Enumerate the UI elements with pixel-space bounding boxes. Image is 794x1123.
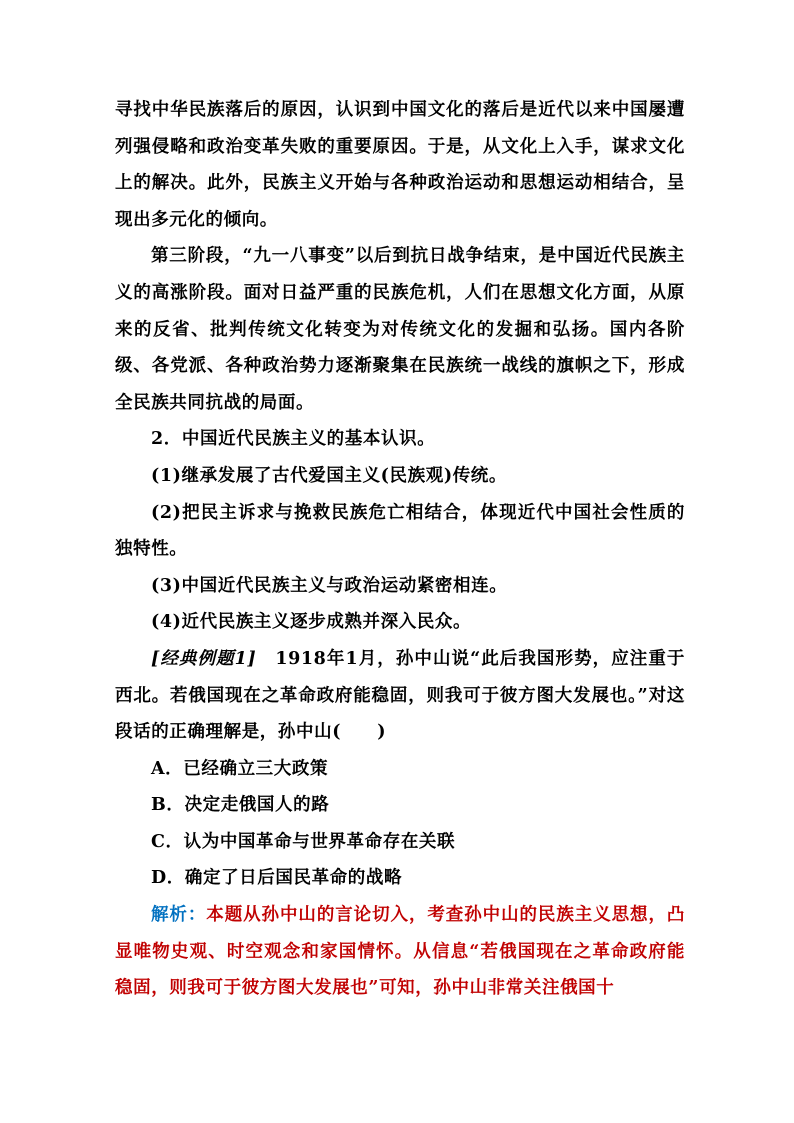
choice-d: D．确定了日后国民革命的战略	[151, 868, 403, 889]
choice-c: C．认为中国革命与世界革命存在关联	[151, 831, 456, 852]
analysis-label: 解析：	[151, 905, 207, 926]
point-4: (4)近代民族主义逐步成熟并深入民众。	[151, 612, 472, 633]
point-2: (2)把民主诉求与挽救民族危亡相结合，体现近代中国社会性质的独特性。	[115, 502, 685, 560]
paragraph-continued: 寻找中华民族落后的原因，认识到中国文化的落后是近代以来中国屡遭列强侵略和政治变革失败的重要原因。于是，从文化上入手，谋求文化上的解决。此外，民族主义开始与各种政治运动和思想运动相结合，呈现出多元化的倾向。	[115, 100, 685, 230]
point-3: (3)中国近代民族主义与政治运动紧密相连。	[151, 575, 508, 596]
example-label: [经典例题1]	[151, 648, 257, 669]
analysis-paragraph	[115, 897, 685, 1007]
example-question	[115, 641, 685, 751]
choice-b: B．决定走俄国人的路	[151, 795, 330, 816]
section-heading: 2．中国近代民族主义的基本认识。	[151, 429, 436, 450]
document-body	[115, 92, 685, 1007]
choice-a: A．已经确立三大政策	[151, 758, 329, 779]
analysis-text: 本题从孙中山的言论切入，考查孙中山的民族主义思想，凸显唯物史观、时空观念和家国情怀。从信息“若俄国现在之革命政府能稳固，则我可于彼方图大发展也”可知，孙中山非常关注俄国十	[115, 905, 685, 999]
point-1: (1)继承发展了古代爱国主义(民族观)传统。	[151, 465, 507, 486]
paragraph-third-stage: 第三阶段，“九一八事变”以后到抗日战争结束，是中国近代民族主义的高涨阶段。面对日益严重的民族危机，人们在思想文化方面，从原来的反省、批判传统文化转变为对传统文化的发掘和弘扬。国内各阶级、各党派、各种政治势力逐渐聚集在民族统一战线的旗帜之下，形成全民族共同抗战的局面。	[115, 246, 685, 413]
example-text: 1918年1月，孙中山说“此后我国形势，应注重于西北。若俄国现在之革命政府能稳固，则我可于彼方图大发展也。”对这段话的正确理解是，孙中山( )	[115, 648, 686, 743]
